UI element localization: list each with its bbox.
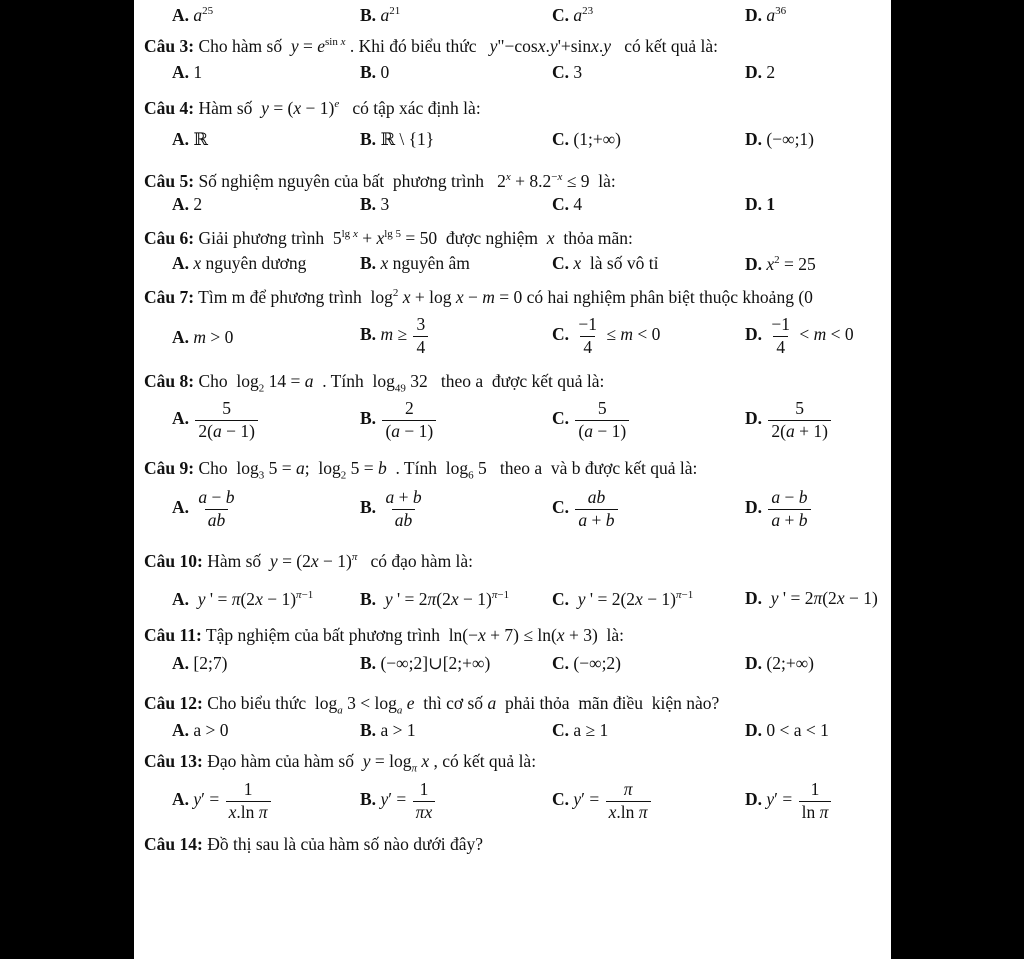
q4-option-c: C. (1;+∞) xyxy=(552,129,622,149)
q13-option-a: A. y′ = $\frac{1}{\text{x.ln π}}$ xyxy=(172,781,273,821)
q11-option-a: A. [2;7) xyxy=(172,653,228,673)
q13-option-d: D. y′ = $\frac{1}{\text{ln π}}$ xyxy=(745,781,833,821)
q12-option-c: C. a ≥ 1 xyxy=(552,720,609,740)
q3-option-a: A. 1 xyxy=(172,62,203,82)
q5-option-b: B. 3 xyxy=(360,194,390,214)
q9-option-b: B. $\frac{a + b}{ab}$ xyxy=(360,487,422,530)
q8-option-a: A. $\frac{5}{2(a - 1)}$ xyxy=(172,400,260,440)
q7-option-b: B. m ≥ $\frac{3}{4}$ xyxy=(360,316,430,356)
q6-option-a: A. x nguyên dương xyxy=(172,253,307,273)
q8-option-b: B. $\frac{2}{(a - 1)}$ xyxy=(360,400,438,440)
q9-option-a: A. $\frac{a - b}{ab}$ xyxy=(172,487,235,530)
q11-stem: Câu 11: Tập nghiệm của bất phương trình ln(−x + 7) ≤ ln(x + 3) là: xyxy=(144,625,625,645)
q7-option-a: A. m > 0 xyxy=(172,327,234,347)
q9-option-c: C. $\frac{ab}{a + b}$ xyxy=(552,489,620,529)
q13-stem: Câu 13: Đạo hàm của hàm số $y = \log_\pi x$ , có kết quả là: xyxy=(144,751,537,775)
q12-stem: Câu 12: Cho biểu thức $\log_a 3 < \log_a e$ thì cơ số a phải thỏa mãn điều kiện nào? xyxy=(144,693,720,717)
q7-stem: Câu 7: Tìm m để phương trình $\log^2 x + \log x - m = 0$ có hai nghiệm phân biệt thuộc khoảng (0 xyxy=(144,286,813,307)
q11-option-c: C. (−∞;2) xyxy=(552,653,622,673)
q2-option-a: A. $a^{25}$ xyxy=(172,4,214,25)
q13-option-b: B. y′ = $\frac{1}{\pi x}$ xyxy=(360,781,437,821)
q2-option-c: C. $a^{23}$ xyxy=(552,4,594,25)
q5-option-c: C. 4 xyxy=(552,194,583,214)
q5-option-a: A. 2 xyxy=(172,194,203,214)
q4-option-a: A. ℝ xyxy=(172,129,208,149)
q8-option-c: C. $\frac{5}{(a - 1)}$ xyxy=(552,400,631,440)
q2-option-d: D. $a^{36}$ xyxy=(745,4,787,25)
q10-option-b: B. y ' = $2\pi(2x - 1)^{\pi-1}$ xyxy=(360,588,510,609)
q6-stem: Câu 6: Giải phương trình $5^{lg x} + x^{lg 5} = 50$ được nghiệm x thỏa mãn: xyxy=(144,227,633,248)
q2-option-b: B. $a^{21}$ xyxy=(360,4,401,25)
q7-option-c: C. $\frac{-1}{4}$ ≤ m < 0 xyxy=(552,314,661,357)
q10-option-c: C. y ' = $2(2x - 1)^{\pi-1}$ xyxy=(552,588,694,609)
q9-option-d: D. $\frac{a - b}{a + b}$ xyxy=(745,489,813,529)
q3-option-c: C. 3 xyxy=(552,62,583,82)
q3-option-d: D. 2 xyxy=(745,62,776,82)
q4-option-d: D. (−∞;1) xyxy=(745,129,815,149)
q10-stem: Câu 10: Hàm số $y = (2x - 1)^\pi$ có đạo hàm là: xyxy=(144,550,474,571)
q13-option-c: C. y′ = $\frac{\pi}{\text{x.ln π}}$ xyxy=(552,781,653,821)
q12-option-d: D. 0 < a < 1 xyxy=(745,720,829,740)
q11-option-b: B. (−∞;2]∪[2;+∞) xyxy=(360,653,491,673)
q6-option-c: C. x là số vô tỉ xyxy=(552,253,659,273)
q14-stem: Câu 14: Đồ thị sau là của hàm số nào dưới đây? xyxy=(144,834,484,854)
q6-option-d: D. $x^2 = 25$ xyxy=(745,253,816,274)
q8-option-d: D. $\frac{5}{2(a + 1)}$ xyxy=(745,400,833,440)
exam-page xyxy=(134,0,891,959)
q10-option-a: A. y ' = $\pi(2x - 1)^{\pi-1}$ xyxy=(172,588,314,609)
q11-option-d: D. (2;+∞) xyxy=(745,653,815,673)
q5-option-d: D. 1 xyxy=(745,194,776,214)
q7-option-d: D. $\frac{-1}{4}$ < m < 0 xyxy=(745,314,854,357)
q3-stem: Câu 3: Cho hàm số $y = e^{sin x}$ . Khi đó biểu thức y"−cosx.y'+sinx.y có kết quả là: xyxy=(144,35,718,56)
q4-stem: Câu 4: Hàm số $y = (x - 1)^e$ có tập xác định là: xyxy=(144,97,481,118)
q8-stem: Câu 8: Cho $\log_2 14 = a$ . Tính $\log_{49} 32$ theo a được kết quả là: xyxy=(144,371,605,395)
q4-option-b: B. ℝ \ {1} xyxy=(360,129,435,149)
q12-option-b: B. a > 1 xyxy=(360,720,416,740)
q5-stem: Câu 5: Số nghiệm nguyên của bất phương trình $2^x + 8.2^{-x} \le 9$ là: xyxy=(144,170,616,191)
q9-stem: Câu 9: Cho $\log_3 5 = a$; $\log_2 5 = b$ . Tính $\log_6 5$ theo a và b được kết quả là: xyxy=(144,458,698,482)
q12-option-a: A. a > 0 xyxy=(172,720,229,740)
q3-option-b: B. 0 xyxy=(360,62,390,82)
q6-option-b: B. x nguyên âm xyxy=(360,253,470,273)
q10-option-d: D. y ' = 2π(2x − 1) xyxy=(745,588,878,608)
